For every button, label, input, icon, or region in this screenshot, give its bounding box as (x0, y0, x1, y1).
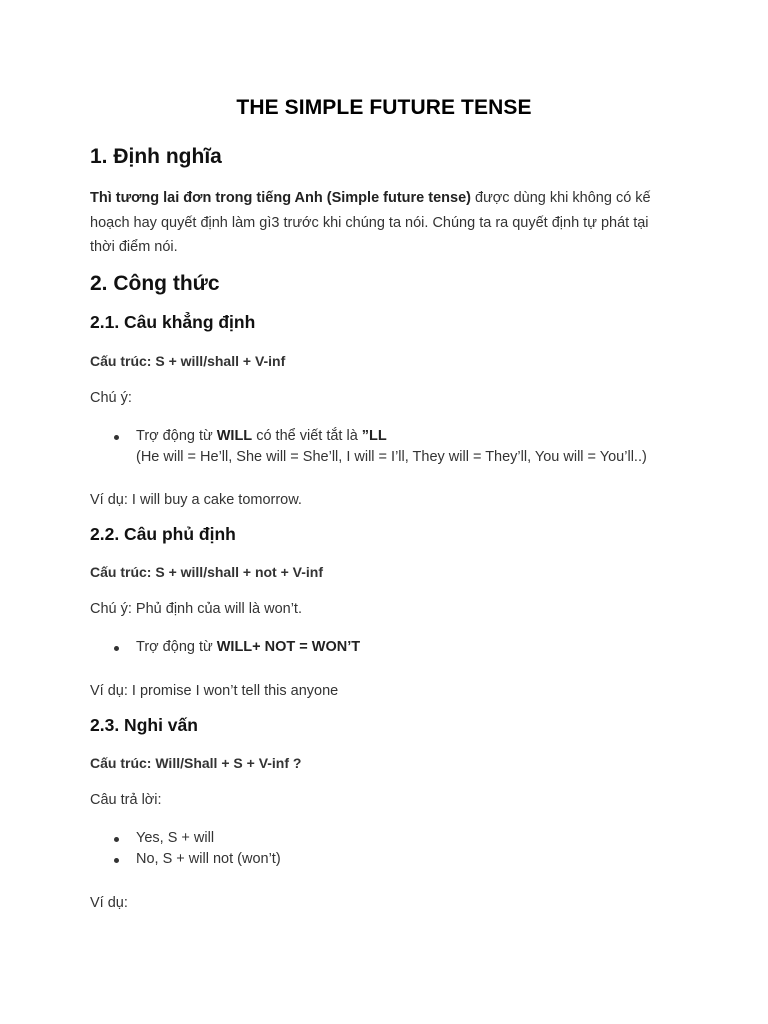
bullet-bold-text: WILL (216, 428, 253, 444)
bullet-text: Trợ động từ (136, 639, 217, 655)
list-item: Yes, S + will (90, 828, 281, 849)
affirmative-structure: Cấu trúc: S + will/shall + V-inf (90, 353, 286, 369)
page-title: THE SIMPLE FUTURE TENSE (236, 96, 532, 119)
interrogative-answer-list (90, 828, 281, 869)
subsection-heading-negative: 2.2. Câu phủ định (90, 524, 236, 544)
section-heading-formula: 2. Công thức (90, 272, 220, 295)
definition-term: Thì tương lai đơn trong tiếng Anh (Simple future tense) (90, 190, 471, 206)
interrogative-example-label: Ví dụ: (90, 895, 128, 911)
negative-example: Ví dụ: I promise I won’t tell this anyone (90, 683, 339, 699)
affirmative-note-list (90, 426, 647, 467)
negative-structure: Cấu trúc: S + will/shall + not + V-inf (90, 564, 323, 580)
bullet-text: có thể viết tắt là (252, 428, 362, 444)
list-item: No, S + will not (won’t) (90, 849, 281, 870)
definition-text-line3: thời điểm nói. (90, 239, 178, 255)
negative-note-list (90, 637, 360, 658)
bullet-bold-text: WILL+ NOT = WON’T (216, 639, 361, 655)
interrogative-answer-label: Câu trả lời: (90, 792, 162, 808)
subsection-heading-affirmative: 2.1. Câu khẳng định (90, 312, 256, 332)
definition-text-line2: hoạch hay quyết định làm gì3 trước khi chúng ta nói. Chúng ta ra quyết định tự phát tại (90, 214, 649, 231)
negative-note: Chú ý: Phủ định của will là won’t. (90, 601, 302, 617)
bullet-examples: (He will = He’ll, She will = She’ll, I will = I’ll, They will = They’ll, You will = You’ll..) (136, 448, 647, 465)
list-item (90, 637, 360, 658)
subsection-heading-interrogative: 2.3. Nghi vấn (90, 715, 198, 735)
interrogative-structure: Cấu trúc: Will/Shall + S + V-inf ? (90, 755, 302, 771)
affirmative-example: Ví dụ: I will buy a cake tomorrow. (90, 492, 302, 508)
definition-text-line1: được dùng khi không có kế (470, 190, 651, 206)
affirmative-note-label: Chú ý: (90, 390, 132, 406)
list-item (90, 426, 647, 467)
bullet-text: Trợ động từ (136, 428, 217, 444)
section-heading-definition: 1. Định nghĩa (90, 145, 222, 168)
bullet-bold-text: ”LL (361, 428, 387, 444)
definition-paragraph (90, 186, 690, 260)
